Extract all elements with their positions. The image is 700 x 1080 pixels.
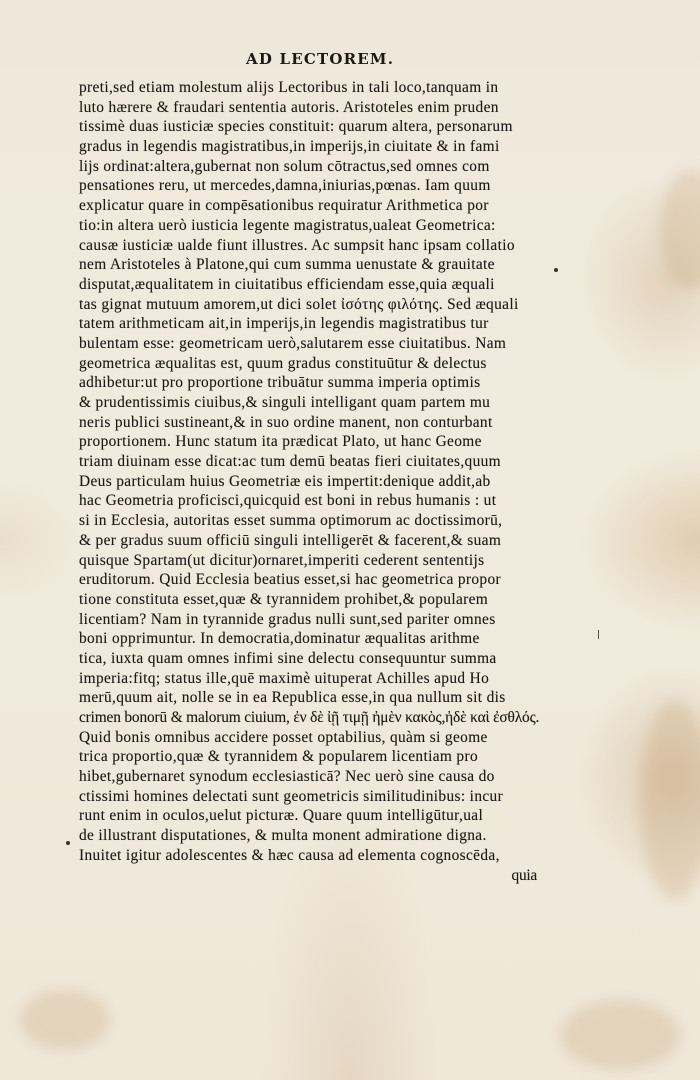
text-line: tissimè duas iusticiæ species constituit: quarum altera, personarum: [79, 118, 513, 136]
margin-mark: [598, 630, 599, 639]
text-line: hac Geometria proficisci,quicquid est boni in rebus humanis : ut: [79, 492, 497, 510]
text-line: pensationes reru, ut mercedes,damna,iniurias,pœnas. Iam quum: [79, 177, 491, 195]
running-head: AD LECTOREM.: [246, 50, 395, 68]
text-line: & prudentissimis ciuibus,& singuli intelligant quam partem mu: [79, 394, 491, 411]
foxing-stain: [20, 990, 110, 1050]
foxing-stain: [640, 700, 700, 900]
text-line: ctissimi homines delectati sunt geometricis similitudinibus: incur: [79, 787, 504, 805]
text-line: quia: [511, 866, 537, 884]
text-line: adhibetur:ut pro proportione tribuātur summa imperia optimis: [79, 374, 481, 392]
text-line: lijs ordinat:altera,gubernat non solum cōtractus,sed omnes com: [79, 157, 490, 175]
text-line: neris publici sustineant,& in suo ordine manent, non conturbant: [79, 413, 493, 431]
foxing-stain: [560, 1000, 680, 1070]
text-line: si in Ecclesia, autoritas esset summa optimorum ac doctissimorū,: [79, 512, 503, 530]
text-line: runt enim in oculos,uelut picturæ. Quare quum intelligūtur,ual: [79, 807, 484, 825]
text-line: Quid bonis omnibus accidere posset optabilius, quàm si geome: [79, 728, 488, 746]
text-line: de illustrant disputationes, & multa monent admiratione digna.: [79, 827, 487, 845]
text-line: tio:in altera uerò iusticia legente magistratus,ualeat Geometrica:: [79, 216, 496, 234]
text-line: gradus in legendis magistratibus,in imperijs,in ciuitate & in fami: [79, 138, 500, 156]
body-text: [79, 78, 545, 885]
text-line: proportionem. Hunc statum ita prædicat Plato, ut hanc Geome: [79, 433, 482, 451]
text-line: crimen bonorū & malorum ciuium, ἐν δὲ ἰῇ τιμῇ ἠμὲν κακὸς,ἠδὲ καὶ ἐσθλός.: [79, 709, 540, 726]
text-line: tione constituta esset,quæ & tyrannidem prohibet,& popularem: [79, 590, 489, 608]
text-line: Deus particulam huius Geometriæ eis impertit:denique addit,ab: [79, 472, 491, 490]
text-line: imperia:fitq; status ille,quē maximè uituperat Achilles apud Ho: [79, 669, 490, 687]
text-line: quisque Spartam(ut dicitur)ornaret,imperiti cederent sententijs: [79, 551, 485, 569]
text-line: tatem arithmeticam ait,in imperijs,in legendis magistratibus tur: [79, 315, 489, 333]
margin-mark: [554, 268, 558, 272]
text-line: preti,sed etiam molestum alijs Lectoribus in tali loco,tanquam in: [79, 79, 499, 96]
text-line: eruditorum. Quid Ecclesia beatius esset,si hac geometrica propor: [79, 571, 501, 589]
text-line: bulentam esse: geometricam uerò,salutarem esse ciuitatibus. Nam: [79, 334, 507, 352]
text-line: trica proportio,quæ & tyrannidem & popularem licentiam pro: [79, 748, 478, 766]
margin-mark: [66, 841, 70, 845]
text-line: Inuitet igitur adolescentes & hæc causa ad elementa cognoscēda,: [79, 846, 500, 864]
foxing-stain: [660, 170, 700, 290]
text-line: triam diuinam esse dicat:ac tum demū beatas fieri ciuitates,quum: [79, 453, 501, 471]
text-line: & per gradus suum officiū singuli intelligerēt & facerent,& suam: [79, 531, 502, 549]
text-line: merū,quum ait, nolle se in ea Republica esse,in qua nullum sit dis: [79, 689, 506, 707]
text-line: geometrica æqualitas est, quum gradus constituūtur & delectus: [79, 354, 487, 372]
text-line: luto hærere & fraudari sententia autoris. Aristoteles enim pruden: [79, 98, 499, 116]
text-line: nem Aristoteles à Platone,qui cum summa uenustate & grauitate: [79, 256, 495, 274]
text-line: hibet,gubernaret synodum ecclesiasticā? Nec uerò sine causa do: [79, 768, 495, 786]
text-line: tas gignat mutuum amorem,ut dici solet ἰσότης φιλότης. Sed æquali: [79, 295, 519, 313]
text-line: licentiam? Nam in tyrannide gradus nulli sunt,sed pariter omnes: [79, 610, 496, 628]
text-line: boni opprimuntur. In democratia,dominatur æqualitas arithme: [79, 630, 480, 648]
text-line: explicatur quare in compēsationibus requiratur Arithmetica por: [79, 197, 489, 215]
text-line: tica, iuxta quam omnes infimi sine delectu consequuntur summa: [79, 649, 497, 667]
text-line: causæ iusticiæ ualde fiunt illustres. Ac sumpsit hanc ipsam collatio: [79, 236, 515, 254]
text-line: disputat,æqualitatem in ciuitatibus efficiendam esse,quia æquali: [79, 275, 495, 293]
